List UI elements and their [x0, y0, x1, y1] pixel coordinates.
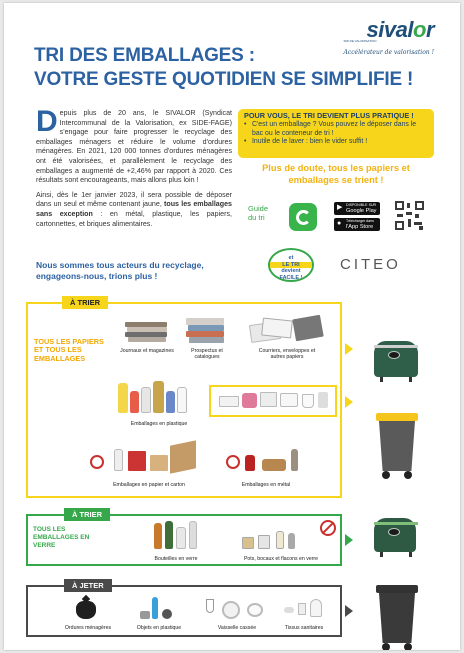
practical-box	[238, 109, 434, 158]
glass-igloo-icon	[374, 518, 416, 552]
caption-papier-carton: Emballages en papier et carton	[113, 482, 185, 488]
title-line-1: TRI DES EMBALLAGES :	[34, 45, 255, 66]
dropcap: D	[36, 105, 58, 138]
citeo-logo: CITEO	[340, 256, 401, 273]
app-store-button[interactable]: ● Télécharger dans l'App Store	[334, 218, 380, 231]
caption-objets: Objets en plastique	[136, 625, 182, 631]
logo-subline: SMI DE VALORISATION	[343, 39, 377, 43]
doubt-text: Plus de doute, tous les papiers et emballages se trient !	[262, 163, 410, 185]
caption-vaisselle: Vaisselle cassée	[217, 625, 257, 631]
arrow-right-icon	[345, 534, 353, 546]
section-lead: TOUS LES EMBALLAGES EN VERRE	[33, 526, 90, 549]
arrow-right-icon	[345, 343, 353, 355]
logo-tagline: Accélérateur de valorisation !	[343, 49, 434, 56]
intro-paragraph-1: Depuis plus de 20 ans, le SIVALOR (Syndicat Intercommunal de la Valorisation, ex SIDE-FAGE) s'engage pour faire progresser le recyclage des emballages ménagers et réduire le volume d'ordures ménagères. En 2021, 120 000 tonnes d'ordures ménagères ont été valorisées, et parallèlement le recyclage des emballages a augmenté de +2,46% par rapport à 2020. Ces résultats sont encourageants, mais allons plus loin !	[36, 105, 232, 185]
yellow-bin-icon	[376, 413, 418, 475]
section-lead: TOUS LES PAPIERS ET TOUS LES EMBALLAGES	[34, 337, 104, 363]
caption-om: Ordures ménagères	[64, 625, 112, 631]
google-play-button[interactable]: ▶ DISPONIBLE SUR Google Play	[334, 202, 380, 215]
arrow-right-icon	[345, 396, 353, 408]
caption-prospectus: Prospectus et catalogues	[191, 348, 223, 361]
qr-code-icon[interactable]	[395, 201, 424, 230]
caption-pots: Pots, bocaux et flacons en verre	[243, 556, 319, 562]
arrow-right-icon	[345, 605, 353, 617]
caption-journaux: Journaux et magazines	[120, 348, 174, 354]
caption-tissus: Tissus sanitaires	[284, 625, 324, 631]
intro-paragraph-2: Ainsi, dès le 1er janvier 2023, il sera possible de déposer dans un seul et même contenant jaune, tous les emballages sans exception : en métal, plastique, les papiers, cartonnettes, et briques alimentaires.	[36, 190, 232, 228]
practical-item: • C'est un emballage ? Vous pouvez le déposer dans le bac ou le conteneur de tri !	[244, 121, 428, 138]
callout-text: Nous sommes tous acteurs du recyclage, engageons-nous, trions plus !	[36, 260, 204, 281]
practical-box-title: POUR VOUS, LE TRI DEVIENT PLUS PRATIQUE !	[244, 111, 414, 120]
title-line-2: VOTRE GESTE QUOTIDIEN SE SIMPLIFIE !	[34, 69, 414, 90]
section-tag: À TRIER	[64, 508, 110, 521]
practical-item: • Inutile de le laver : bien le vider suffit !	[244, 138, 428, 146]
apple-icon: ●	[337, 220, 342, 227]
guide-du-tri-label: Guide du tri	[248, 204, 269, 222]
caption-courriers: Courriers, enveloppes et autres papiers	[258, 348, 316, 361]
play-icon: ▶	[337, 204, 343, 211]
caption-plastique: Emballages en plastique	[130, 421, 188, 427]
caption-metal: Emballages en métal	[241, 482, 291, 488]
recycle-app-icon[interactable]	[289, 203, 317, 231]
caption-bouteilles: Bouteilles en verre	[154, 556, 198, 562]
paper-igloo-icon	[374, 341, 418, 377]
flyer-page	[4, 3, 460, 650]
logo-wordmark: sivalor	[366, 17, 434, 42]
section-tag: À JETER	[64, 579, 112, 592]
tri-facile-badge: et LE TRI devient FACILE !	[268, 248, 314, 282]
black-bin-icon	[376, 585, 418, 647]
page-title	[34, 44, 413, 92]
intro-text	[36, 105, 232, 234]
section-tag: À TRIER	[62, 296, 108, 309]
